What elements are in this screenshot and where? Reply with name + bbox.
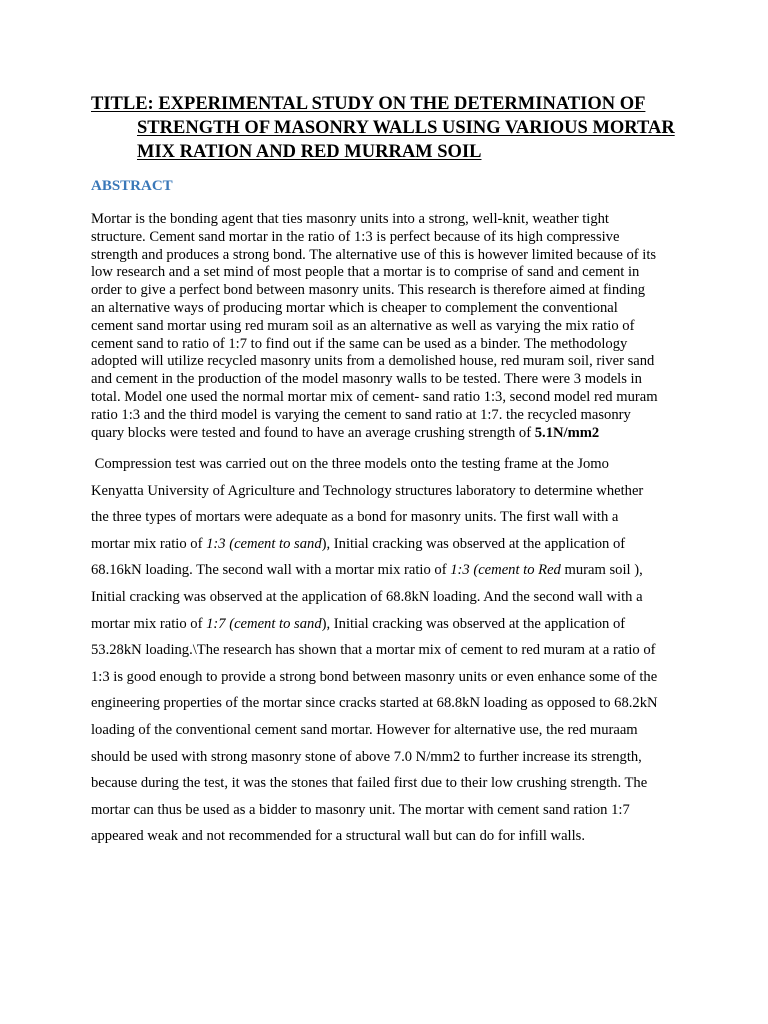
mix-ratio-italic: 1:7 (cement to sand <box>206 615 322 632</box>
text-line: structure. Cement sand mortar in the ratio of 1:3 is perfect because of its high compressive <box>91 228 620 245</box>
text-segment: 68.16kN loading. The second wall with a mortar mix ratio of <box>91 562 451 579</box>
text-line: Initial cracking was observed at the application of 68.8kN loading. And the second wall with a <box>91 588 643 605</box>
title-line: TITLE: EXPERIMENTAL STUDY ON THE DETERMINATION OF <box>91 94 646 114</box>
document-title <box>91 92 681 164</box>
text-line: low research and a set mind of most people that a mortar is to comprise of sand and cement in <box>91 264 640 281</box>
text-line: Kenyatta University of Agriculture and Technology structures laboratory to determine whether <box>91 482 644 499</box>
text-line: loading of the conventional cement sand mortar. However for alternative use, the red muraam <box>91 721 638 738</box>
text-segment: muram soil ), <box>564 562 643 579</box>
text-line: ratio 1:3 and the third model is varying the cement to sand ratio at 1:7. the recycled masonry <box>91 406 631 423</box>
text-line: appeared weak and not recommended for a structural wall but can do for infill walls. <box>91 828 585 845</box>
text-line <box>91 611 691 638</box>
title-line: STRENGTH OF MASONRY WALLS USING VARIOUS MORTAR <box>137 118 675 138</box>
text-line: cement sand to ratio of 1:7 to find out if the same can be used as a binder. The methodology <box>91 335 628 352</box>
text-line: total. Model one used the normal mortar mix of cement- sand ratio 1:3, second model red muram <box>91 388 658 405</box>
title-line: MIX RATION AND RED MURRAM SOIL <box>137 142 482 162</box>
text-line: order to give a perfect bond between masonry units. This research is therefore aimed at finding <box>91 282 646 299</box>
crushing-strength-value: 5.1N/mm2 <box>534 424 600 441</box>
text-line: Compression test was carried out on the three models onto the testing frame at the Jomo <box>91 456 609 472</box>
text-line: 1:3 is good enough to provide a strong bond between masonry units or even enhance some of the <box>91 668 658 685</box>
text-line <box>91 531 691 558</box>
mix-ratio-italic: 1:3 (cement to sand <box>206 535 322 552</box>
abstract-paragraph-1 <box>91 211 691 442</box>
text-line <box>91 557 691 584</box>
text-segment: quary blocks were tested and found to have an average crushing strength of <box>91 424 535 441</box>
text-line: and cement in the production of the model masonry walls to be tested. There were 3 models in <box>91 371 642 388</box>
text-line: 53.28kN loading.\The research has shown that a mortar mix of cement to red muram at a ratio of <box>91 642 656 659</box>
text-segment: mortar mix ratio of <box>91 535 207 552</box>
text-line: Mortar is the bonding agent that ties masonry units into a strong, well-knit, weather tight <box>91 211 609 227</box>
text-line <box>91 425 691 443</box>
text-segment: ), Initial cracking was observed at the application of <box>321 615 626 632</box>
mix-ratio-italic: 1:3 (cement to Red <box>450 562 565 579</box>
text-line: an alternative ways of producing mortar which is cheaper to complement the conventional <box>91 299 618 316</box>
text-line: cement sand mortar using red muram soil as an alternative as well as varying the mix ratio of <box>91 317 635 334</box>
text-line: adopted will utilize recycled masonry units from a demolished house, red muram soil, river sand <box>91 353 655 370</box>
text-line: mortar can thus be used as a bidder to masonry unit. The mortar with cement sand ration 1:7 <box>91 801 630 818</box>
text-segment: ), Initial cracking was observed at the application of <box>321 535 626 552</box>
abstract-heading: ABSTRACT <box>91 178 173 194</box>
text-line: because during the test, it was the stones that failed first due to their low crushing strength. The <box>91 775 648 792</box>
text-line: engineering properties of the mortar since cracks started at 68.8kN loading as opposed to 68.2kN <box>91 695 658 712</box>
text-line: the three types of mortars were adequate as a bond for masonry units. The first wall with a <box>91 509 619 526</box>
text-segment: mortar mix ratio of <box>91 615 207 632</box>
text-line: should be used with strong masonry stone of above 7.0 N/mm2 to further increase its strength, <box>91 748 642 765</box>
text-line: strength and produces a strong bond. The alternative use of this is however limited because of its <box>91 246 657 263</box>
abstract-paragraph-2 <box>91 451 691 850</box>
